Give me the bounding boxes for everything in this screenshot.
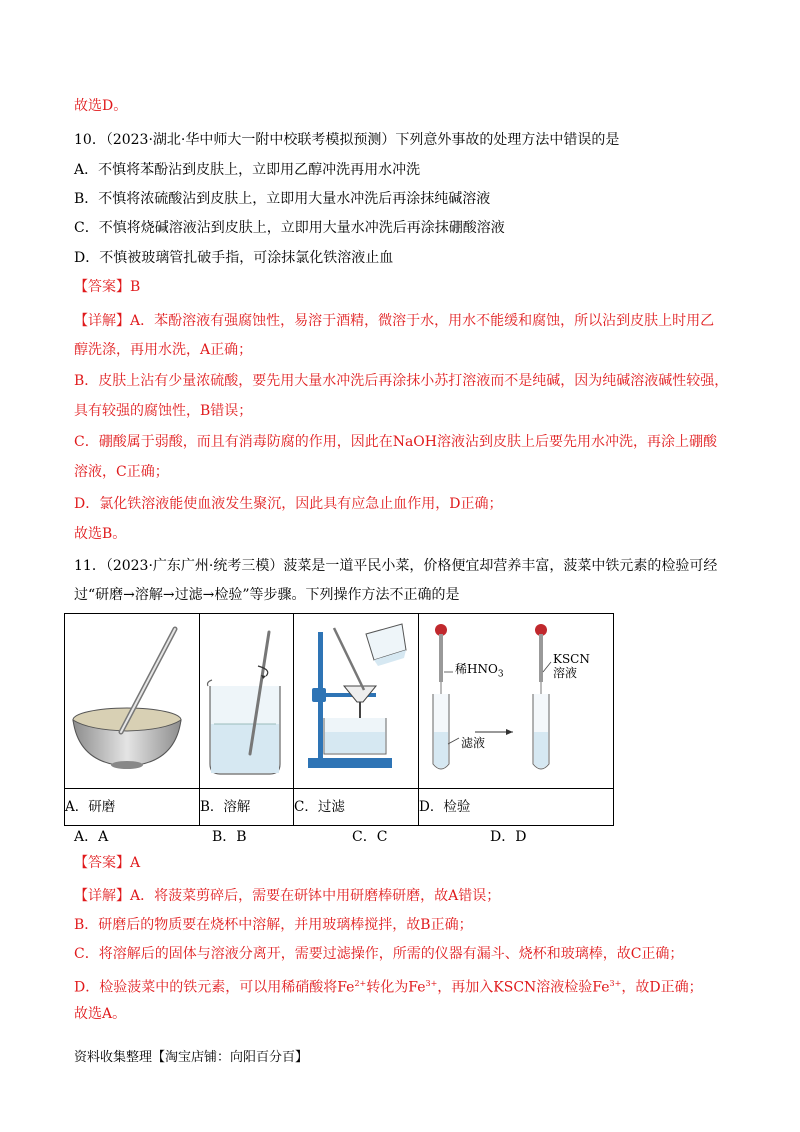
q11-option-c: C．C xyxy=(352,829,388,845)
q11-option-d: D．D xyxy=(490,829,527,845)
caption-d: D．检验 xyxy=(419,789,614,826)
q9-conclusion: 故选D。 xyxy=(74,98,128,114)
caption-a: A．研磨 xyxy=(65,789,200,826)
q10-stem: 10．（2023·湖北·华中师大一附中校联考模拟预测）下列意外事故的处理方法中错误的是 xyxy=(74,132,620,148)
q10-detail-line: D．氯化铁溶液能使血液发生聚沉，因此具有应急止血作用，D正确； xyxy=(74,496,503,512)
q11-detail-line-d: D．检验菠菜中的铁元素，可以用稀硝酸将$Fe^{2+}$转化为$Fe^{3+}$，再加入KSCN溶液检验$Fe^{3+}$，故D正确； xyxy=(74,979,703,996)
q11-option-b: B．B xyxy=(212,829,247,845)
q11-option-a: A．A xyxy=(74,829,109,845)
q10-option-b: B．不慎将浓硫酸沾到皮肤上，立即用大量水冲洗后再涂抹纯碱溶液 xyxy=(74,191,491,207)
q10-answer: 【答案】B xyxy=(74,279,141,295)
testing-illustration xyxy=(419,614,614,789)
q10-option-c: C．不慎将烧碱溶液沾到皮肤上，立即用大量水冲洗后再涂抹硼酸溶液 xyxy=(74,220,505,236)
q10-detail-line: B．皮肤上沾有少量浓硫酸，要先用大量水冲洗后再涂抹小苏打溶液而不是纯碱，因为纯碱溶液碱性较强， xyxy=(74,373,729,389)
q10-option-d: D．不慎被玻璃管扎破手指，可涂抹氯化铁溶液止血 xyxy=(74,250,394,266)
q11-detail-line: C．将溶解后的固体与溶液分离开，需要过滤操作，所需的仪器有漏斗、烧杯和玻璃棒，故C正确； xyxy=(74,946,684,962)
q11-stem-line1: 11．（2023·广东广州·统考三模）菠菜是一道平民小菜，价格便宜却营养丰富，菠菜中铁元素的检验可经 xyxy=(74,558,718,574)
reagent-solution-label: 溶液 xyxy=(553,666,578,680)
q11-detail-line: 【详解】A．将菠菜剪碎后，需要在研钵中用研磨棒研磨，故A错误； xyxy=(74,888,501,904)
q11-answer: 【答案】A xyxy=(74,855,141,871)
reagent-hno3-label: 稀HNO xyxy=(455,662,498,676)
caption-c: C．过滤 xyxy=(294,789,419,826)
page-footer: 资料收集整理【淘宝店铺：向阳百分百】 xyxy=(74,1050,309,1065)
filtration-illustration xyxy=(294,614,419,789)
q10-option-a: A．不慎将苯酚沾到皮肤上，立即用乙醇冲洗再用水冲洗 xyxy=(74,162,421,178)
filtrate-label: 滤液 xyxy=(461,736,486,750)
dissolving-illustration xyxy=(200,614,294,789)
reagent-kscn-label: KSCN xyxy=(553,652,590,666)
q11-stem-line2: 过“研磨→溶解→过滤→检验”等步骤。下列操作方法不正确的是 xyxy=(74,587,460,603)
q11-apparatus-table xyxy=(64,613,614,826)
q10-detail-line: 醇洗涤，再用水洗，A正确； xyxy=(74,342,253,358)
q11-detail-line: B．研磨后的物质要在烧杯中溶解，并用玻璃棒搅拌，故B正确； xyxy=(74,917,473,933)
q11-conclusion: 故选A。 xyxy=(74,1006,127,1022)
q10-detail-line: 具有较强的腐蚀性，B错误； xyxy=(74,403,253,419)
reagent-hno3-subscript: 3 xyxy=(497,669,504,680)
grinding-illustration xyxy=(65,614,200,789)
caption-b: B．溶解 xyxy=(200,789,294,826)
q10-detail-line: C．硼酸属于弱酸，而且有消毒防腐的作用，因此在NaOH溶液沾到皮肤上后要先用水冲洗，再涂上硼酸 xyxy=(74,434,717,450)
q10-detail-line: 【详解】A．苯酚溶液有强腐蚀性，易溶于酒精，微溶于水，用水不能缓和腐蚀，所以沾到皮肤上时用乙 xyxy=(74,313,715,329)
q10-conclusion: 故选B。 xyxy=(74,526,127,542)
q10-detail-line: 溶液，C正确； xyxy=(74,464,169,480)
